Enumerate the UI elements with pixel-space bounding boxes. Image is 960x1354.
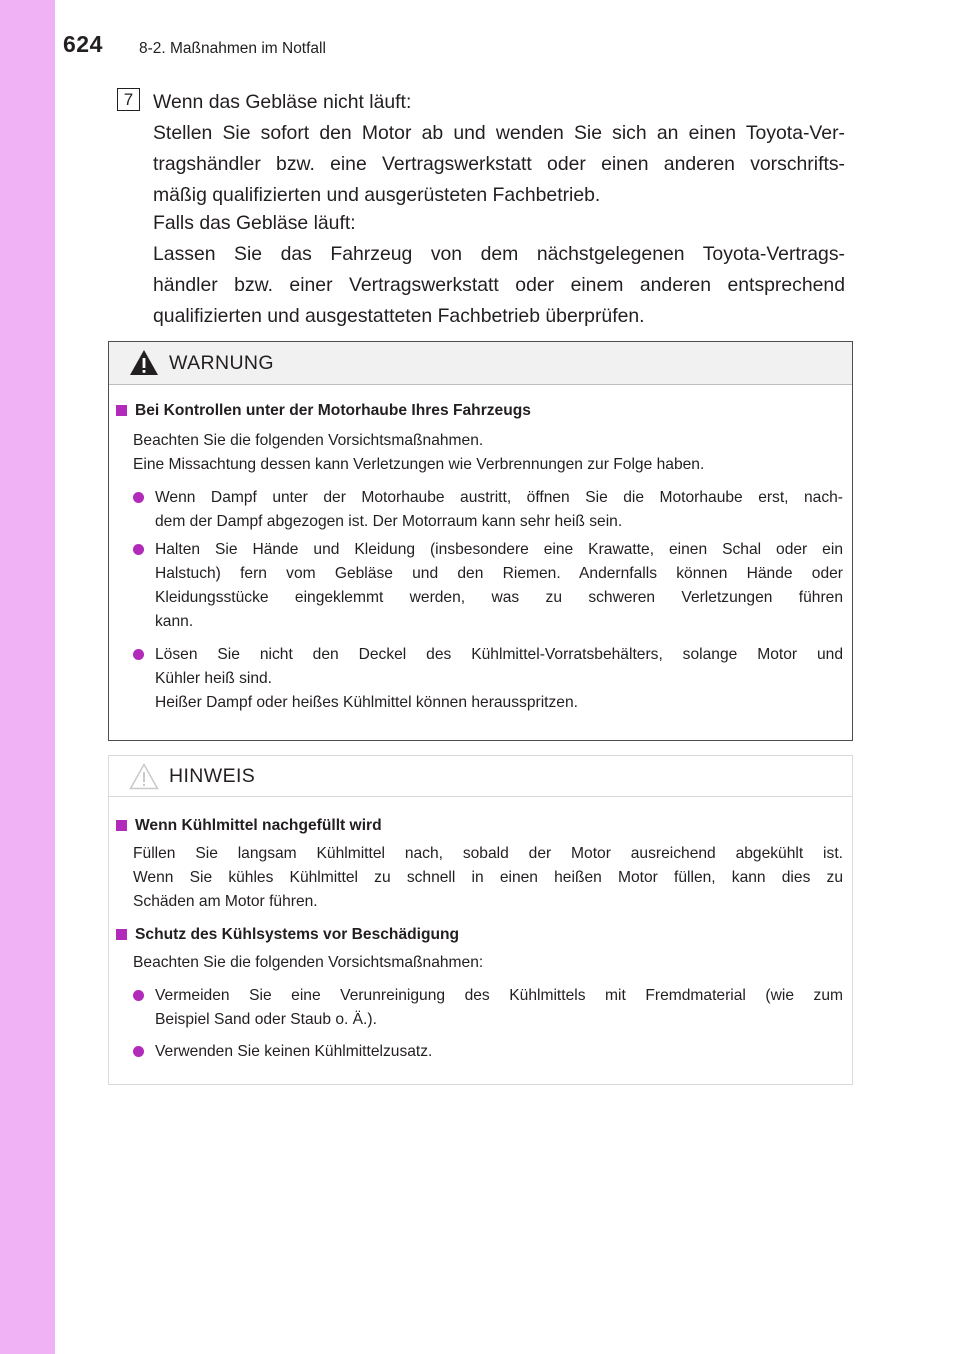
text-line: Stellen Sie sofort den Motor ab und wenden Sie sich an einen Toyota-Ver- [153, 122, 845, 144]
text-line: Vermeiden Sie eine Verunreinigung des Kühlmittels mit Fremdmaterial (wie zum [155, 987, 843, 1004]
text-line: Heißer Dampf oder heißes Kühlmittel können herausspritzen. [155, 694, 578, 711]
round-bullet-icon [133, 649, 144, 660]
hint-box-header [109, 756, 852, 797]
text-line: Beachten Sie die folgenden Vorsichtsmaßnahmen. [133, 432, 484, 449]
text-line: dem der Dampf abgezogen ist. Der Motorraum kann sehr heiß sein. [155, 513, 623, 530]
text-line: Beispiel Sand oder Staub o. Ä.). [155, 1011, 377, 1028]
text-line: Wenn Dampf unter der Motorhaube austritt, öffnen Sie die Motorhaube erst, nach- [155, 489, 843, 506]
round-bullet-icon [133, 544, 144, 555]
text-line: Füllen Sie langsam Kühlmittel nach, sobald der Motor ausreichend abgekühlt ist. [133, 845, 843, 862]
subsection-heading: Bei Kontrollen unter der Motorhaube Ihres Fahrzeugs [135, 402, 531, 419]
text-line: Eine Missachtung dessen kann Verletzungen wie Verbrennungen zur Folge haben. [133, 456, 705, 473]
text-line: händler bzw. einer Vertragswerkstatt oder einem anderen entsprechend [153, 274, 845, 296]
warning-box-header [109, 342, 852, 385]
text-line: Falls das Gebläse läuft: [153, 212, 356, 234]
page-number: 624 [63, 31, 103, 57]
warning-triangle-icon [129, 349, 159, 376]
text-line: mäßig qualifizierten und ausgerüsteten Fachbetrieb. [153, 184, 601, 206]
text-line: kann. [155, 613, 194, 630]
warning-intro [133, 429, 843, 477]
subsection-heading: Schutz des Kühlsystems vor Beschädigung [135, 926, 460, 943]
warning-box-label: WARNUNG [169, 352, 274, 374]
text-line: Halten Sie Hände und Kleidung (insbesondere eine Krawatte, einen Schal oder ein [155, 541, 843, 558]
hint-box [108, 755, 853, 1085]
hint-body [133, 842, 843, 914]
square-bullet-icon [116, 929, 127, 940]
round-bullet-icon [133, 1046, 144, 1057]
square-bullet-icon [116, 820, 127, 831]
subsection-heading: Wenn Kühlmittel nachgefüllt wird [135, 817, 382, 834]
square-bullet-icon [116, 405, 127, 416]
hint-body [133, 951, 843, 975]
section-title: 8-2. Maßnahmen im Notfall [139, 40, 326, 57]
text-line: Wenn das Gebläse nicht läuft: [153, 91, 412, 113]
text-line: Lösen Sie nicht den Deckel des Kühlmittel-Vorratsbehälters, solange Motor und [155, 646, 843, 663]
warning-box [108, 341, 853, 741]
step-paragraph-blower-on [153, 208, 845, 332]
text-line: Schäden am Motor führen. [133, 893, 318, 910]
text-line: Kleidungsstücke eingeklemmt werden, was zu schweren Verletzungen führen [155, 589, 843, 606]
text-line: Halstuch) fern vom Gebläse und den Riemen. Andernfalls können Hände oder [155, 565, 843, 582]
text-line: tragshändler bzw. eine Vertragswerkstatt oder einen anderen vorschrifts- [153, 153, 845, 175]
step-number-badge: 7 [117, 88, 140, 111]
round-bullet-icon [133, 492, 144, 503]
step-paragraph-blower-off [153, 87, 845, 211]
caution-triangle-outline-icon [129, 763, 159, 790]
text-line: Kühler heiß sind. [155, 670, 273, 687]
text-line: Verwenden Sie keinen Kühlmittelzusatz. [155, 1043, 433, 1060]
text-line: Lassen Sie das Fahrzeug von dem nächstgelegenen Toyota-Vertrags- [153, 243, 845, 265]
text-line: Beachten Sie die folgenden Vorsichtsmaßnahmen: [133, 954, 484, 971]
round-bullet-icon [133, 990, 144, 1001]
text-line: Wenn Sie kühles Kühlmittel zu schnell in einen heißen Motor füllen, kann dies zu [133, 869, 843, 886]
chapter-sidebar-tab [0, 0, 55, 1354]
hint-box-label: HINWEIS [169, 765, 256, 787]
text-line: qualifizierten und ausgestatteten Fachbetrieb überprüfen. [153, 305, 645, 327]
